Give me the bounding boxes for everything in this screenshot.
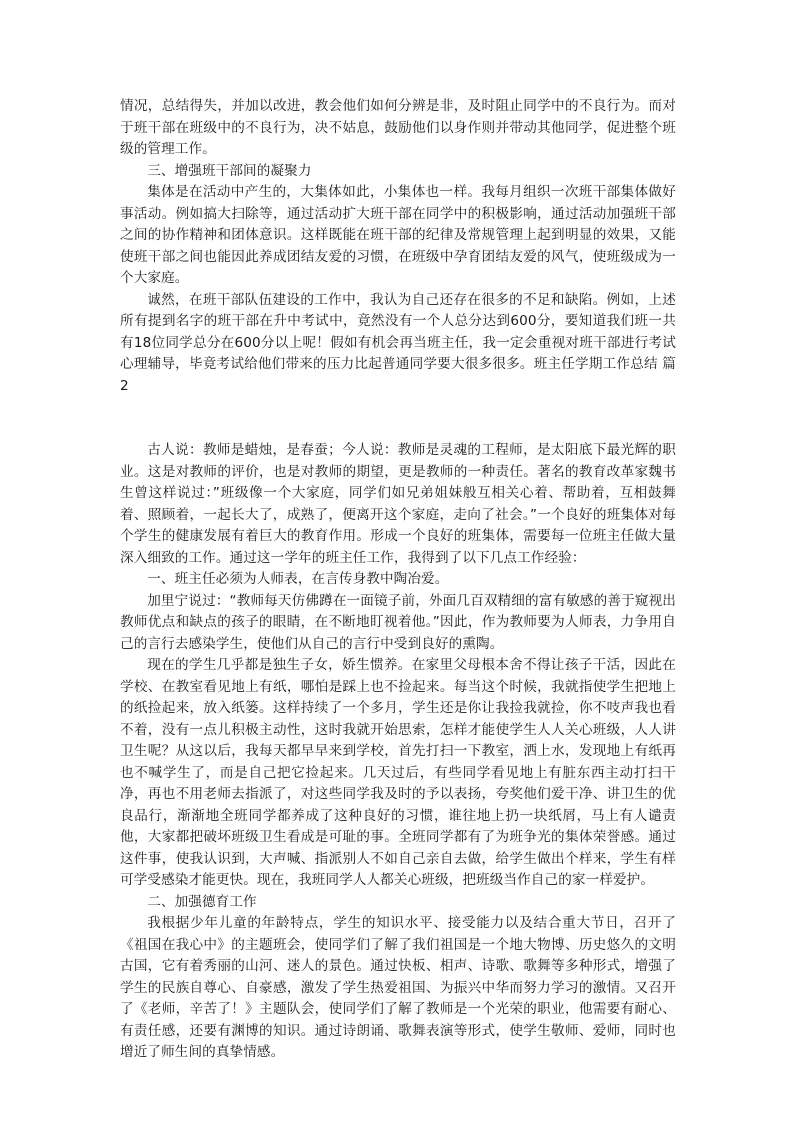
paragraph-shortcomings: [120, 290, 676, 398]
section-gap: [120, 397, 676, 440]
paragraph-collective-activities: 集体是在活动中产生的，大集体如此，小集体也一样。我每月组织一次班干部集体做好事活动。例如搞大扫除等，通过活动扩大班干部在同学中的积极影响，通过活动加强班干部之间的协作精神和团体意识。这样既能在班干部的纪律及常规管理上起到明显的效果，又能使班干部之间也能因此养成团结友爱的习惯，在班级中孕育团结友爱的风气，使班级成为一个大家庭。: [120, 184, 676, 286]
section-heading-cohesion: 三、增强班干部间的凝聚力: [147, 162, 312, 179]
paragraph-intro-continuation: 情况，总结得失，并加以改进，教会他们如何分辨是非，及时阻止同学中的不良行为。而对于班干部在班级中的不良行为，决不姑息，鼓励他们以身作则并带动其他同学，促进整个班级的管理工作。: [120, 98, 676, 157]
paragraph-shortcomings-text: 诚然，在班干部队伍建设的工作中，我认为自己还存在很多的不足和缺陷。例如，上述所有提到名字的班干部在升中考试中，竟然没有一个人总分达到600分，要知道我们班一共有18位同学总分在600分以上呢！假如有机会再当班主任，我一定会重视对班干部进行考试心理辅导，毕竟考试给他们带来的压力比起普通同学要大很多很多。: [120, 291, 676, 372]
paragraph-teacher-role: 古人说：教师是蜡烛，是春蚕；今人说：教师是灵魂的工程师，是太阳底下最光辉的职业。这是对教师的评价，也是对教师的期望，更是教师的一种责任。著名的教育改革家魏书生曾这样说过：”班级像一个大家庭，同学们如兄弟姐妹般互相关心着、帮助着，互相鼓舞着、照顾着，一起长大了，成熟了，便离开这个家庭，走向了社会。”一个良好的班集体对每个学生的健康发展有着巨大的教育作用。形成一个良好的班集体，需要每一位班主任做大量深入细致的工作。通过这一学年的班主任工作，我得到了以下几点工作经验：: [120, 442, 676, 566]
document-page: [120, 96, 676, 1064]
paragraph-cleanliness-story: 现在的学生几乎都是独生子女，娇生惯养。在家里父母根本舍不得让孩子干活，因此在学校、在教室看见地上有纸，哪怕是踩上也不捡起来。每当这个时候，我就指使学生把地上的纸捡起来，放入纸篓。这样持续了一个多月，学生还是你让我捡我就捡，你不吱声我也看不着，没有一点儿积极主动性，这时我就开始思索，怎样才能使学生人人关心班级，人人讲卫生呢？从这以后，我每天都早早来到学校，首先打扫一下教室，洒上水，发现地上有纸再也不喊学生了，而是自己把它捡起来。几天过后，有些同学看见地上有脏东西主动打扫干净，再也不用老师去指派了，对这些同学我及时的予以表扬，夸奖他们爱干净、讲卫生的优良品行，渐渐地全班同学都养成了这种良好的习惯，谁往地上扔一块纸屑，马上有人谴责他，大家都把破坏班级卫生看成是可耻的事。全班同学都有了为班争光的集体荣誉感。通过这件事，使我认识到，大声喊、指派别人不如自己亲自去做，给学生做出个样来，学生有样可学受感染才能更快。现在，我班同学人人都关心班级，把班级当作自己的家一样爱护。: [120, 657, 676, 888]
paragraph-kalinin-quote: 加里宁说过：“教师每天仿佛蹲在一面镜子前，外面几百双精细的富有敏感的善于窥视出教师优点和缺点的孩子的眼睛，在不断地盯视着他。”因此，作为教师要为人师表，力争用自己的言行去感染学生，使他们从自己的言行中受到良好的熏陶。: [120, 592, 676, 652]
section-heading-role-model: 一、班主任必须为人师表，在言传身教中陶冶爱。: [147, 571, 449, 587]
next-article-title: 班主任学期工作总结 篇2: [120, 356, 677, 394]
section-heading-moral-education: 二、加强德育工作: [147, 893, 257, 910]
paragraph-theme-meetings: 我根据少年儿童的年龄特点，学生的知识水平、接受能力以及结合重大节日，召开了《祖国在我心中》的主题班会，使同学们了解了我们祖国是一个地大物博、历史悠久的文明古国，它有着秀丽的山河、迷人的景色。通过快板、相声、诗歌、歌舞等多种形式，增强了学生的民族自尊心、自豪感，激发了学生热爱祖国、为振兴中华而努力学习的激情。又召开了《老师，辛苦了！》主题队会，使同学们了解了教师是一个光荣的职业，他需要有耐心、有责任感，还要有渊博的知识。通过诗朗诵、歌舞表演等形式，使学生敬师、爱师，同时也增近了师生间的真挚情感。: [120, 915, 676, 1060]
